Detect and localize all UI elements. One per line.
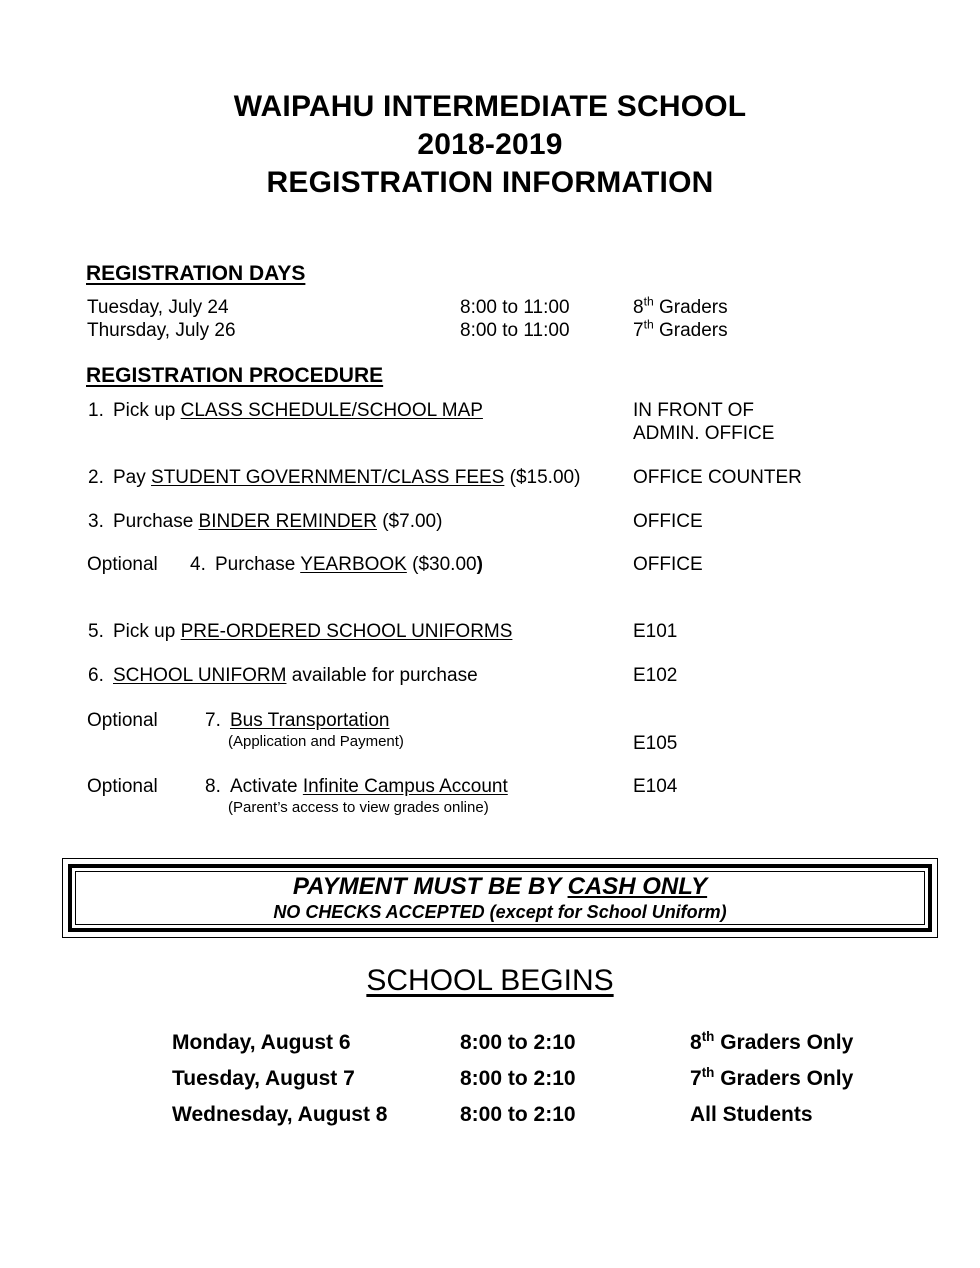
procedure-item-text: Pick up PRE-ORDERED SCHOOL UNIFORMS (113, 621, 513, 642)
title-line-school: WAIPAHU INTERMEDIATE SCHOOL (233, 90, 747, 123)
registration-day-row (0, 296, 980, 320)
procedure-item-optional-label: Optional (87, 710, 158, 731)
procedure-item-location: E102 (633, 665, 678, 686)
school-begins-time: 8:00 to 2:10 (460, 1103, 576, 1126)
procedure-item-text: Purchase YEARBOOK ($30.00) (215, 554, 483, 575)
registration-day-date: Thursday, July 26 (87, 320, 236, 341)
school-begins-audience: 7th Graders Only (690, 1065, 854, 1090)
procedure-item-text: Purchase BINDER REMINDER ($7.00) (113, 511, 443, 532)
school-begins-row (0, 1028, 980, 1058)
document-title (0, 88, 980, 202)
registration-day-row (0, 319, 980, 343)
procedure-item-number: 4. (190, 554, 206, 575)
registration-day-time: 8:00 to 11:00 (460, 297, 570, 318)
procedure-item-subtext: (Application and Payment) (228, 733, 404, 750)
procedure-item-location: IN FRONT OF (633, 400, 755, 421)
school-begins-row (0, 1100, 980, 1130)
registration-day-date: Tuesday, July 24 (87, 297, 229, 318)
procedure-item-location: E104 (633, 776, 678, 797)
procedure-item-number: 7. (205, 710, 221, 731)
procedure-item-location-line2: ADMIN. OFFICE (633, 423, 775, 444)
payment-notice-frame (68, 864, 932, 932)
school-begins-date: Tuesday, August 7 (172, 1067, 355, 1090)
payment-notice-primary: PAYMENT MUST BE BY CASH ONLY (292, 873, 708, 900)
school-begins-audience: All Students (690, 1103, 813, 1126)
registration-day-grade: 7th Graders (633, 317, 728, 341)
registration-days-heading: REGISTRATION DAYS (86, 262, 306, 285)
procedure-item-text: Pick up CLASS SCHEDULE/SCHOOL MAP (113, 400, 483, 421)
procedure-item-number: 1. (88, 400, 104, 421)
procedure-item-text: Activate Infinite Campus Account (230, 776, 508, 797)
payment-notice-secondary: NO CHECKS ACCEPTED (except for School Uniform) (273, 902, 727, 922)
school-begins-time: 8:00 to 2:10 (460, 1067, 576, 1090)
title-line-school-year: 2018-2019 (417, 128, 563, 161)
procedure-item-number: 3. (88, 511, 104, 532)
procedure-item-number: 2. (88, 467, 104, 488)
procedure-item-number: 8. (205, 776, 221, 797)
school-begins-time: 8:00 to 2:10 (460, 1031, 576, 1054)
procedure-item-optional-label: Optional (87, 554, 158, 575)
procedure-item-text: Pay STUDENT GOVERNMENT/CLASS FEES ($15.00) (113, 467, 581, 488)
procedure-item-location: E105 (633, 733, 678, 754)
school-begins-date: Wednesday, August 8 (172, 1103, 388, 1126)
title-line-subject: REGISTRATION INFORMATION (266, 166, 714, 199)
registration-day-grade: 8th Graders (633, 294, 728, 318)
registration-procedure-heading: REGISTRATION PROCEDURE (86, 364, 384, 387)
registration-day-time: 8:00 to 11:00 (460, 320, 570, 341)
payment-notice-box (62, 858, 938, 938)
procedure-item-text: Bus Transportation (230, 710, 390, 731)
school-begins-audience: 8th Graders Only (690, 1029, 854, 1054)
procedure-item-text: SCHOOL UNIFORM available for purchase (113, 665, 478, 686)
school-begins-row (0, 1064, 980, 1094)
payment-notice-content (75, 871, 925, 925)
procedure-item-number: 6. (88, 665, 104, 686)
procedure-item-number: 5. (88, 621, 104, 642)
procedure-item-location: OFFICE COUNTER (633, 467, 802, 488)
school-begins-date: Monday, August 6 (172, 1031, 351, 1054)
school-begins-heading: SCHOOL BEGINS (366, 964, 614, 997)
procedure-item-location: OFFICE (633, 511, 703, 532)
procedure-item-location: E101 (633, 621, 678, 642)
procedure-item-location: OFFICE (633, 554, 703, 575)
procedure-item-subtext: (Parent’s access to view grades online) (228, 799, 489, 816)
procedure-item-optional-label: Optional (87, 776, 158, 797)
